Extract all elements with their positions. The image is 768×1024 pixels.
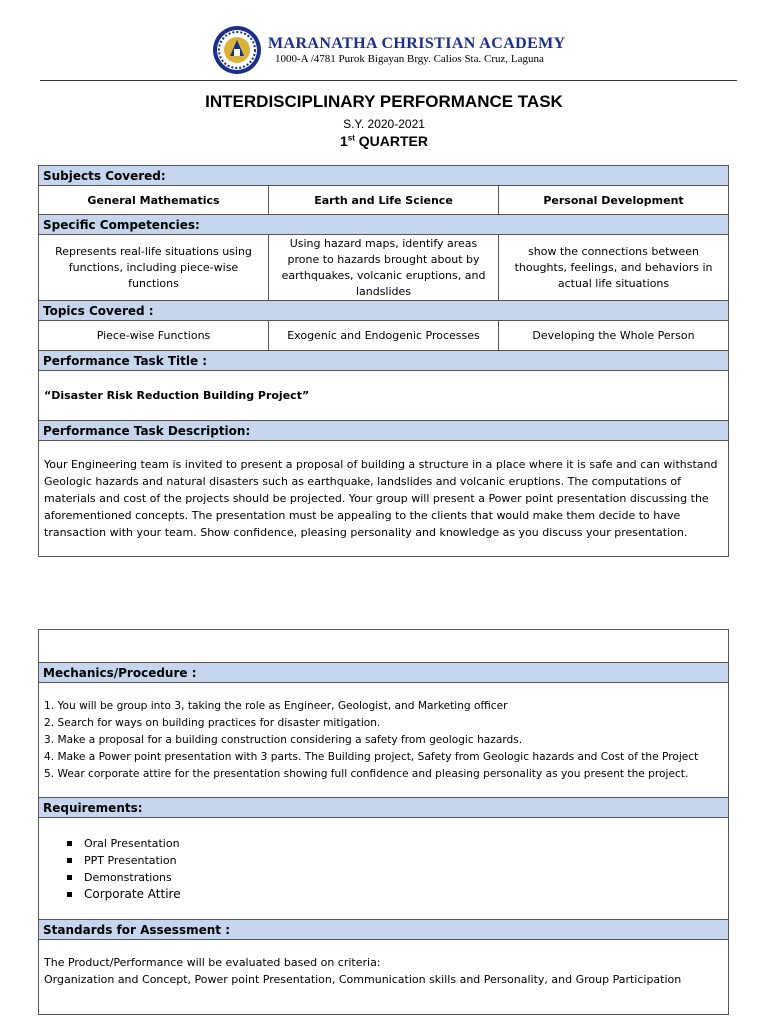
- requirement-item: Demonstrations: [84, 869, 723, 886]
- standards-text: [39, 940, 729, 1015]
- page-title: INTERDISCIPLINARY PERFORMANCE TASK: [205, 92, 563, 111]
- competency-cell: Using hazard maps, identify areas prone to hazards brought about by earthquakes, volcanic eruptions, and landslides: [269, 235, 499, 301]
- requirements-list: [39, 818, 729, 920]
- subject-cell: General Mathematics: [39, 186, 269, 215]
- standards-line: The Product/Performance will be evaluated based on criteria:: [44, 956, 381, 969]
- topic-cell: Developing the Whole Person: [499, 321, 729, 351]
- task-description: Your Engineering team is invited to present a proposal of building a structure in a place where it is safe and can withstand Geologic hazards and natural disasters such as earthquake, landslides and volcanic eruptions. The computations of materials and cost of the projects should be projected. Your group will present a Power point presentation discussing the aforementioned concepts. The presentation must be appealing to the clients that would make them decide to have transaction with your team. Show confidence, pleasing personality and knowledge as you discuss your presentation.: [39, 441, 729, 557]
- school-year: S.Y. 2020-2021: [343, 117, 425, 131]
- quarter-label: 1st QUARTER: [339, 133, 429, 149]
- requirement-item: Oral Presentation: [84, 835, 723, 852]
- topics-header: Topics Covered :: [39, 301, 729, 321]
- topic-cell: Piece-wise Functions: [39, 321, 269, 351]
- school-address: 1000-A /4781 Purok Bigayan Brgy. Calios Sta. Cruz, Laguna: [275, 53, 544, 65]
- competencies-header: Specific Competencies:: [39, 215, 729, 235]
- mechanics-item: 3. Make a proposal for a building construction considering a safety from geologic hazards.: [44, 733, 523, 746]
- task-title-header: Performance Task Title :: [39, 351, 729, 371]
- mechanics-list: [39, 683, 729, 798]
- school-seal-icon: [212, 25, 262, 75]
- standards-line: Organization and Concept, Power point Presentation, Communication skills and Personality, and Group Participation: [44, 973, 682, 986]
- description-header: Performance Task Description:: [39, 421, 729, 441]
- school-name: MARANATHA CHRISTIAN ACADEMY: [268, 35, 566, 52]
- requirement-item: Corporate Attire: [84, 886, 723, 903]
- subject-cell: Earth and Life Science: [269, 186, 499, 215]
- task-overview-table: [38, 165, 729, 557]
- header-divider: [40, 80, 737, 81]
- requirements-header: Requirements:: [39, 798, 729, 818]
- blank-row: [39, 630, 729, 663]
- mechanics-item: 1. You will be group into 3, taking the role as Engineer, Geologist, and Marketing officer: [44, 699, 508, 712]
- requirement-item: PPT Presentation: [84, 852, 723, 869]
- task-procedure-table: [38, 629, 729, 1015]
- task-title: “Disaster Risk Reduction Building Project”: [39, 371, 729, 421]
- mechanics-item: 5. Wear corporate attire for the presentation showing full confidence and pleasing personality as you present the project.: [44, 767, 689, 780]
- subject-cell: Personal Development: [499, 186, 729, 215]
- mechanics-header: Mechanics/Procedure :: [39, 663, 729, 683]
- subjects-header: Subjects Covered:: [39, 166, 729, 186]
- mechanics-item: 4. Make a Power point presentation with 3 parts. The Building project, Safety from Geologic hazards and Cost of the Project: [44, 750, 699, 763]
- competency-cell: show the connections between thoughts, feelings, and behaviors in actual life situations: [499, 235, 729, 301]
- topic-cell: Exogenic and Endogenic Processes: [269, 321, 499, 351]
- standards-header: Standards for Assessment :: [39, 920, 729, 940]
- competency-cell: Represents real-life situations using functions, including piece-wise functions: [39, 235, 269, 301]
- mechanics-item: 2. Search for ways on building practices for disaster mitigation.: [44, 716, 381, 729]
